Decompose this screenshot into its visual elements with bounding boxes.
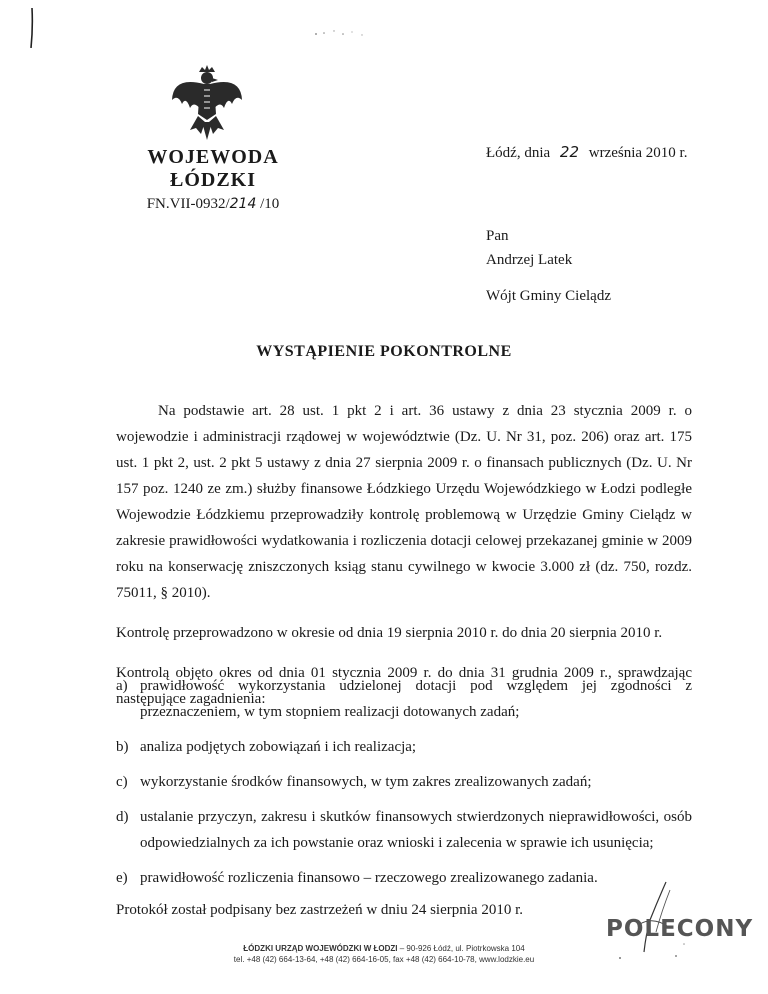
footer-contact-line: tel. +48 (42) 664-13-64, +48 (42) 664-16-05, fax +48 (42) 664-10-78, www.lodzkie.eu xyxy=(233,955,535,964)
recipient-block xyxy=(486,224,611,308)
date-suffix: września 2010 r. xyxy=(588,145,688,161)
footer-office-name: ŁÓDZKI URZĄD WOJEWÓDZKI W ŁODZI xyxy=(243,944,398,953)
list-item xyxy=(116,673,692,725)
list-marker: c) xyxy=(116,774,128,790)
list-item-text: ustalanie przyczyn, zakresu i skutków finansowych stwierdzonych nieprawidłowości, osób odpowiedzialnych za ich powstanie oraz wnioski i zalecenia w sprawie ich usunięcia; xyxy=(140,809,692,851)
list-item-text: prawidłowość rozliczenia finansowo – rzeczowego zrealizowanego zadania. xyxy=(140,870,598,886)
spacer xyxy=(486,272,611,284)
list-marker: d) xyxy=(116,809,129,825)
paragraph-inspection-scope: Kontrolą objęto okres od dnia 01 stycznia 2009 r. do dnia 31 grudnia 2009 r., sprawdzając następujące zagadnienia: xyxy=(116,665,692,707)
recipient-salutation: Pan xyxy=(486,228,509,244)
case-ref-prefix: FN.VII-0932/ xyxy=(146,196,230,212)
list-item xyxy=(116,769,692,795)
case-ref-suffix: /10 xyxy=(256,196,280,212)
list-marker: a) xyxy=(116,678,128,694)
inspection-issues-list xyxy=(116,673,692,900)
document-body xyxy=(116,398,692,712)
recipient-position: Wójt Gminy Cielądz xyxy=(486,288,611,304)
footer-address: – 90-926 Łódź, ul. Piotrkowska 104 xyxy=(397,944,525,953)
protocol-note: Protokół został podpisany bez zastrzeżeń w dniu 24 sierpnia 2010 r. xyxy=(116,902,523,918)
document-title: WYSTĄPIENIE POKONTROLNE xyxy=(256,343,512,360)
registered-mail-stamp: POLECONY xyxy=(606,916,754,942)
date-line xyxy=(486,143,687,162)
list-item xyxy=(116,734,692,760)
scan-artifact xyxy=(312,28,372,38)
case-ref-handwritten-number: 214 xyxy=(229,196,257,212)
office-name: WOJEWODA ŁÓDZKI xyxy=(147,146,279,191)
margin-pen-mark xyxy=(30,8,34,48)
date-prefix: Łódź, dnia xyxy=(486,145,551,161)
paragraph-inspection-period: Kontrolę przeprowadzono w okresie od dnia 19 sierpnia 2010 r. do dnia 20 sierpnia 2010 r. xyxy=(116,625,663,641)
list-item-text: prawidłowość wykorzystania udzielonej dotacji pod względem jej zgodności z przeznaczeniem, w tym stopniem realizacji dotowanych zadań; xyxy=(140,678,692,720)
list-item-text: wykorzystanie środków finansowych, w tym zakres zrealizowanych zadań; xyxy=(140,774,592,790)
list-item-text: analiza podjętych zobowiązań i ich realizacja; xyxy=(140,739,417,755)
list-marker: b) xyxy=(116,739,129,755)
list-item xyxy=(116,804,692,856)
letterhead xyxy=(108,146,318,213)
eagle-emblem-icon xyxy=(168,64,246,142)
list-marker: e) xyxy=(116,870,128,886)
recipient-name: Andrzej Latek xyxy=(486,252,573,268)
date-day-handwritten: 22 xyxy=(559,143,579,161)
case-reference xyxy=(108,196,318,213)
paragraph-legal-basis: Na podstawie art. 28 ust. 1 pkt 2 i art. 36 ustawy z dnia 23 stycznia 2009 r. o wojewodzie i administracji rządowej w województwie (Dz. U. Nr 31, poz. 206) oraz art. 175 ust. 1 pkt 2, ust. 2 pkt 5 ustawy z dnia 27 sierpnia 2009 r. o finansach publicznych (Dz. U. Nr 157 poz. 1240 ze zm.) służby finansowe Łódzkiego Urzędu Wojewódzkiego w Łodzi podległe Wojewodzie Łódzkiemu przeprowadziły kontrolę problemową w Urzędzie Gminy Cielądz w zakresie prawidłowości wydatkowania i rozliczenia dotacji celowej przekazanej gminie w 2009 roku na konserwację zniszczonych ksiąg stanu cywilnego w kwocie 3.000 zł (dz. 750, rozdz. 75011, § 2010). xyxy=(116,403,692,601)
